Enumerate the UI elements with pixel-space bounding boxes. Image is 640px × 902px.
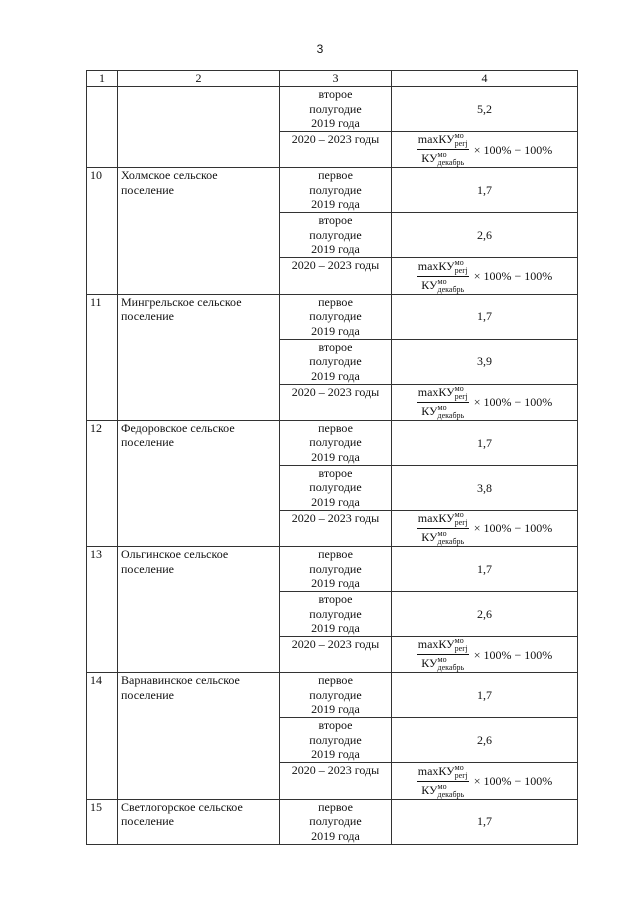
formula-cell <box>392 258 578 294</box>
formula-fraction <box>417 511 469 546</box>
settlement-name-cell <box>118 87 280 168</box>
formula-cell <box>392 132 578 168</box>
settlement-name-cell: Федоровское сельское поселение <box>118 420 280 546</box>
period-cell: первое полугодие 2019 года <box>280 294 392 339</box>
formula-denominator: КУ мо декабрь <box>421 529 465 546</box>
header-cell-4: 4 <box>392 71 578 87</box>
period-cell: первое полугодие 2019 года <box>280 547 392 592</box>
formula-tail: × 100% − 100% <box>473 268 553 283</box>
period-cell: первое полугодие 2019 года <box>280 673 392 718</box>
row-number-cell <box>87 87 118 168</box>
table-row <box>87 799 578 844</box>
settlement-name-cell: Ольгинское сельское поселение <box>118 547 280 673</box>
formula <box>417 511 553 546</box>
period-cell: второе полугодие 2019 года <box>280 87 392 132</box>
period-cell: 2020 – 2023 годы <box>280 132 392 168</box>
settlement-name-cell: Холмское сельское поселение <box>118 168 280 294</box>
period-cell: первое полугодие 2019 года <box>280 799 392 844</box>
row-number-cell: 15 <box>87 799 118 844</box>
row-number-cell: 14 <box>87 673 118 799</box>
table-body <box>87 71 578 845</box>
period-cell: второе полугодие 2019 года <box>280 718 392 763</box>
formula-numerator: maxКУ мо регj <box>417 131 468 149</box>
page-number: 3 <box>316 42 324 56</box>
row-number-cell: 12 <box>87 420 118 546</box>
period-cell: второе полугодие 2019 года <box>280 592 392 637</box>
value-cell: 1,7 <box>392 168 578 213</box>
table-row <box>87 87 578 132</box>
formula-cell <box>392 384 578 420</box>
formula <box>417 385 553 420</box>
formula-tail: × 100% − 100% <box>473 647 553 662</box>
formula-tail: × 100% − 100% <box>473 142 553 157</box>
value-cell: 1,7 <box>392 547 578 592</box>
settlement-name-cell: Мингрельское сельское поселение <box>118 294 280 420</box>
formula-numerator: maxКУ мо регj <box>417 383 468 401</box>
value-cell: 3,9 <box>392 339 578 384</box>
period-cell: первое полугодие 2019 года <box>280 420 392 465</box>
value-cell: 2,6 <box>392 213 578 258</box>
formula-tail: × 100% − 100% <box>473 773 553 788</box>
table-row <box>87 168 578 213</box>
formula-numerator: maxКУ мо регj <box>417 762 468 780</box>
formula <box>417 132 553 167</box>
formula-fraction <box>417 132 469 167</box>
period-cell: второе полугодие 2019 года <box>280 339 392 384</box>
period-cell: 2020 – 2023 годы <box>280 384 392 420</box>
header-cell-3: 3 <box>280 71 392 87</box>
formula-fraction <box>417 637 469 672</box>
formula-denominator: КУ мо декабрь <box>421 655 465 673</box>
formula-fraction <box>417 385 469 420</box>
value-cell: 1,7 <box>392 420 578 465</box>
formula <box>417 764 553 799</box>
formula-numerator: maxКУ мо регj <box>417 636 468 654</box>
row-number-cell: 10 <box>87 168 118 294</box>
formula-denominator: КУ мо декабрь <box>421 781 465 799</box>
value-cell: 5,2 <box>392 87 578 132</box>
period-cell: первое полугодие 2019 года <box>280 168 392 213</box>
value-cell: 1,7 <box>392 799 578 844</box>
row-number-cell: 11 <box>87 294 118 420</box>
period-cell: второе полугодие 2019 года <box>280 465 392 510</box>
header-cell-2: 2 <box>118 71 280 87</box>
table-header-row <box>87 71 578 87</box>
formula-cell <box>392 763 578 799</box>
value-cell: 3,8 <box>392 465 578 510</box>
value-cell: 1,7 <box>392 673 578 718</box>
header-cell-1: 1 <box>87 71 118 87</box>
formula-cell <box>392 637 578 673</box>
formula-tail: × 100% − 100% <box>473 521 553 536</box>
table-row <box>87 673 578 718</box>
formula-numerator: maxКУ мо регj <box>417 510 468 527</box>
value-cell: 2,6 <box>392 718 578 763</box>
formula <box>417 259 553 294</box>
formula-numerator: maxКУ мо регj <box>417 257 468 275</box>
formula <box>417 637 553 672</box>
period-cell: 2020 – 2023 годы <box>280 258 392 294</box>
formula-denominator: КУ мо декабрь <box>421 276 465 294</box>
formula-tail: × 100% − 100% <box>473 395 553 409</box>
formula-fraction <box>417 259 469 294</box>
settlement-name-cell: Варнавинское сельское поселение <box>118 673 280 799</box>
period-cell: 2020 – 2023 годы <box>280 763 392 799</box>
value-cell: 1,7 <box>392 294 578 339</box>
formula-cell <box>392 510 578 546</box>
table-row <box>87 547 578 592</box>
formula-denominator: КУ мо декабрь <box>421 150 465 168</box>
row-number-cell: 13 <box>87 547 118 673</box>
data-table <box>86 70 578 845</box>
period-cell: 2020 – 2023 годы <box>280 637 392 673</box>
formula-denominator: КУ мо декабрь <box>421 402 465 420</box>
period-cell: 2020 – 2023 годы <box>280 510 392 546</box>
period-cell: второе полугодие 2019 года <box>280 213 392 258</box>
table-row <box>87 294 578 339</box>
settlement-name-cell: Светлогорское сельское поселение <box>118 799 280 844</box>
formula-fraction <box>417 764 469 799</box>
table-row <box>87 420 578 465</box>
value-cell: 2,6 <box>392 592 578 637</box>
